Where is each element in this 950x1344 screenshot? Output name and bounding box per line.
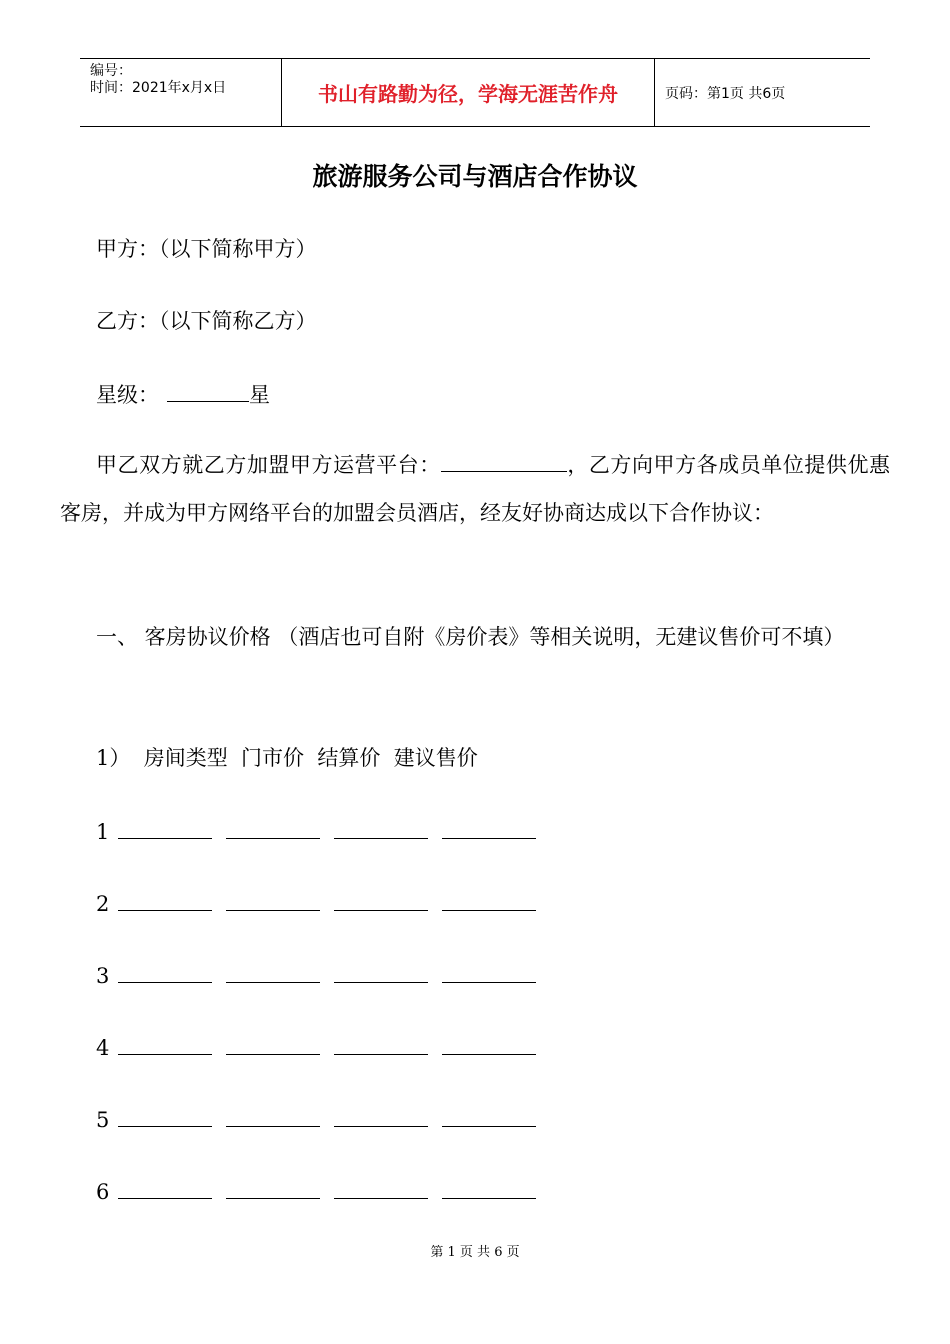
intro-part1: 甲乙双方就乙方加盟甲方运营平台： <box>96 453 441 477</box>
row-number: 3 <box>96 964 110 988</box>
party-b-line: 乙方：（以下简称乙方） <box>96 309 317 333</box>
suggested-price-blank <box>442 816 536 839</box>
row-number: 6 <box>96 1180 110 1204</box>
room-type-blank <box>118 960 212 983</box>
document-header <box>80 58 870 127</box>
room-type-blank <box>118 816 212 839</box>
rack-price-blank <box>226 1176 320 1199</box>
page-footer: 第 1 页 共 6 页 <box>430 1245 520 1260</box>
price-row <box>96 960 550 991</box>
settlement-price-blank <box>334 1032 428 1055</box>
rack-price-blank <box>226 816 320 839</box>
price-row <box>96 888 550 919</box>
row-number: 2 <box>96 892 110 916</box>
room-type-blank <box>118 1176 212 1199</box>
star-blank <box>167 379 249 402</box>
party-a-line: 甲方：（以下简称甲方） <box>96 237 317 261</box>
date-label: 时间：2021年x月x日 <box>90 80 227 96</box>
rack-price-blank <box>226 960 320 983</box>
star-suffix: 星 <box>249 383 270 407</box>
price-table-header: 1） 房间类型 门市价 结算价 建议售价 <box>96 746 478 770</box>
suggested-price-blank <box>442 1104 536 1127</box>
star-rating-line <box>96 379 270 410</box>
suggested-price-blank <box>442 1032 536 1055</box>
header-meta <box>80 59 282 126</box>
header-motto: 书山有路勤为径，学海无涯苦作舟 <box>282 59 655 126</box>
room-type-blank <box>118 1104 212 1127</box>
settlement-price-blank <box>334 816 428 839</box>
price-row <box>96 816 550 847</box>
document-title: 旅游服务公司与酒店合作协议 <box>312 162 638 191</box>
room-type-blank <box>118 888 212 911</box>
settlement-price-blank <box>334 960 428 983</box>
settlement-price-blank <box>334 888 428 911</box>
rack-price-blank <box>226 1032 320 1055</box>
suggested-price-blank <box>442 960 536 983</box>
number-label: 编号： <box>90 63 132 79</box>
section-1-heading: 一、 客房协议价格 （酒店也可自附《房价表》等相关说明，无建议售价可不填） <box>96 625 845 649</box>
suggested-price-blank <box>442 888 536 911</box>
settlement-price-blank <box>334 1176 428 1199</box>
intro-part2: ，乙方向甲方各成员单位提供优惠客房，并成为甲方网络平台的加盟会员酒店，经友好协商达成以下合作协议： <box>60 453 891 525</box>
row-number: 1 <box>96 820 110 844</box>
rack-price-blank <box>226 1104 320 1127</box>
row-number: 4 <box>96 1036 110 1060</box>
platform-blank <box>441 449 567 472</box>
room-type-blank <box>118 1032 212 1055</box>
price-row <box>96 1104 550 1135</box>
price-row <box>96 1176 550 1207</box>
intro-paragraph <box>60 441 890 537</box>
settlement-price-blank <box>334 1104 428 1127</box>
suggested-price-blank <box>442 1176 536 1199</box>
price-row <box>96 1032 550 1063</box>
star-label: 星级： <box>96 383 159 407</box>
row-number: 5 <box>96 1108 110 1132</box>
rack-price-blank <box>226 888 320 911</box>
header-page-info: 页码：第1页 共6页 <box>665 85 786 102</box>
